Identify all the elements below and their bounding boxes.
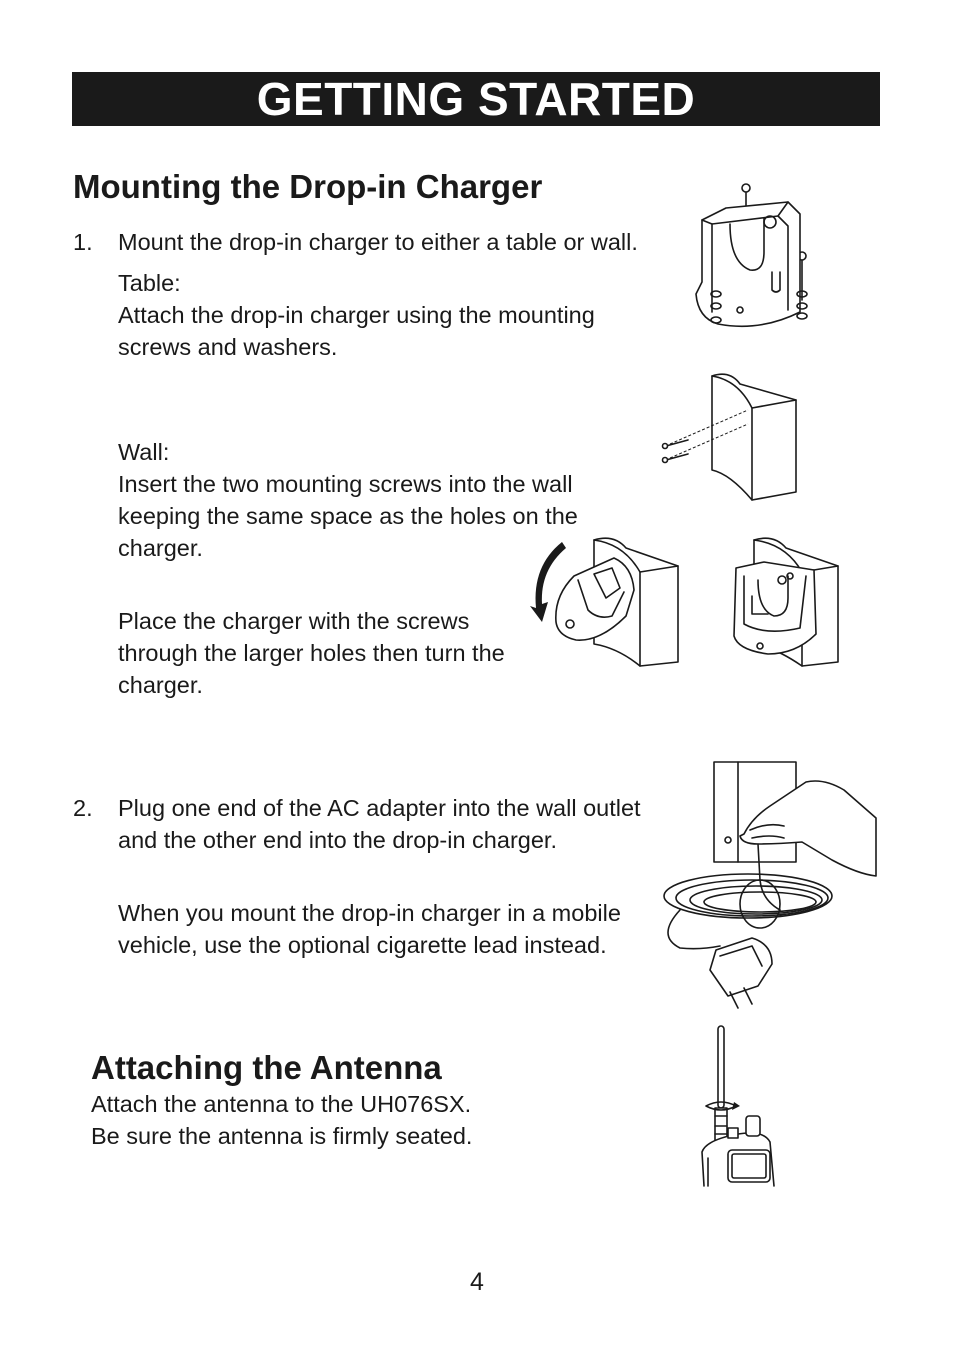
page-title-banner: GETTING STARTED: [72, 72, 880, 126]
vehicle-text-line: When you mount the drop-in charger in a mobile: [118, 900, 621, 926]
antenna-attach-illustration: [698, 1022, 778, 1190]
section-title-mounting: Mounting the Drop-in Charger: [73, 168, 543, 205]
charger-table-mount-illustration: [690, 182, 820, 342]
section-title-antenna: Attaching the Antenna: [91, 1049, 442, 1086]
step-2-number: 2.: [73, 795, 93, 821]
table-text-line: Attach the drop-in charger using the mounting: [118, 302, 595, 328]
charger-turn-arrow-illustration: [528, 536, 683, 671]
table-label: Table:: [118, 270, 181, 296]
step-1-number: 1.: [73, 229, 93, 255]
wall-label: Wall:: [118, 439, 170, 465]
place-text-line: charger.: [118, 672, 203, 698]
place-text-line: Place the charger with the screws: [118, 608, 470, 634]
step-2-text-line: and the other end into the drop-in charger.: [118, 827, 557, 853]
table-text-line: screws and washers.: [118, 334, 338, 360]
ac-adapter-plug-illustration: [660, 760, 880, 1010]
page-number: 4: [470, 1268, 484, 1296]
vehicle-text-line: vehicle, use the optional cigarette lead instead.: [118, 932, 607, 958]
charger-wall-mounted-illustration: [730, 536, 842, 671]
wall-screws-illustration: [660, 370, 800, 505]
step-1-text: Mount the drop-in charger to either a table or wall.: [118, 229, 638, 255]
wall-text-line: Insert the two mounting screws into the wall: [118, 471, 573, 497]
wall-text-line: charger.: [118, 535, 203, 561]
antenna-text-line: Attach the antenna to the UH076SX.: [91, 1091, 472, 1117]
place-text-line: through the larger holes then turn the: [118, 640, 505, 666]
step-2-text-line: Plug one end of the AC adapter into the wall outlet: [118, 795, 641, 821]
antenna-text-line: Be sure the antenna is firmly seated.: [91, 1123, 473, 1149]
wall-text-line: keeping the same space as the holes on the: [118, 503, 578, 529]
